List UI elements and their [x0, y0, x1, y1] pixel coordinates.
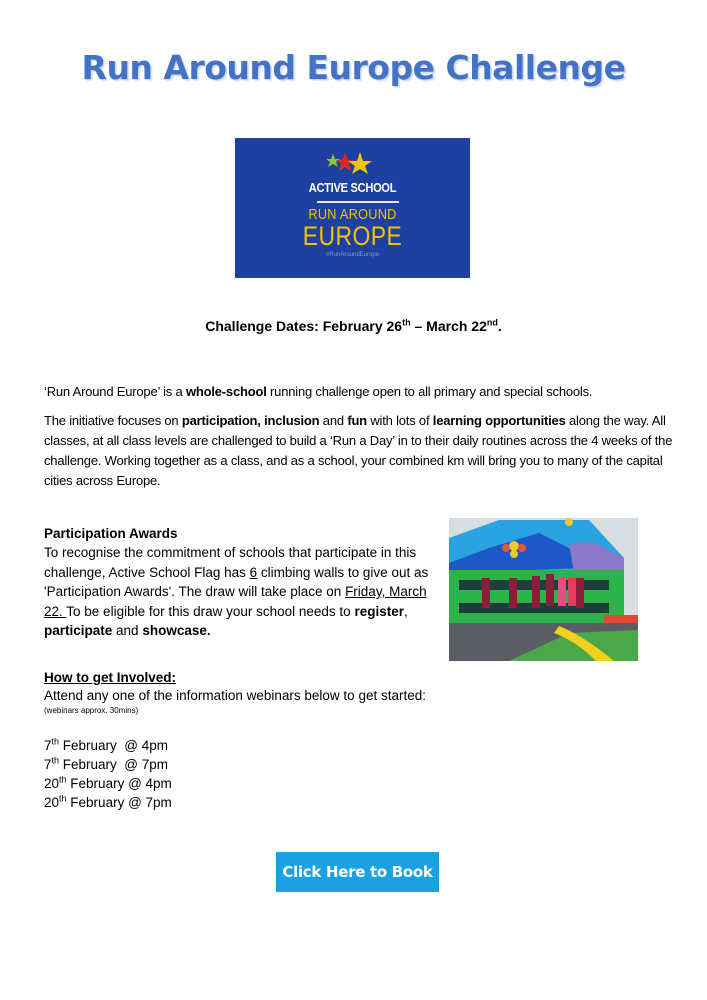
text-run: To recognise the commitment of schools that participate in this challenge, Active School Flag has — [44, 545, 417, 580]
webinar-duration-note: (webinars approx. 30mins) — [44, 706, 139, 715]
draw-date: Friday, March 22. — [44, 584, 427, 619]
dates-start: Challenge Dates: February 26 — [205, 318, 403, 334]
webinar-time: February @ 7pm — [66, 795, 172, 810]
text-bold: register — [354, 603, 404, 619]
webinar-day-suffix: th — [51, 755, 60, 766]
webinar-item — [44, 736, 172, 755]
text-run: and — [319, 413, 348, 428]
text-bold: whole-school — [185, 384, 267, 399]
webinar-day-suffix: th — [59, 774, 67, 785]
text-run: climbing walls to give out as 'Participation Awards'. The draw will take place on — [44, 564, 429, 600]
intro-paragraph-1 — [44, 382, 674, 402]
logo-divider — [317, 201, 399, 203]
webinar-day-suffix: th — [51, 736, 60, 747]
text-bold: showcase. — [142, 623, 211, 639]
page-title: Run Around Europe Challenge — [81, 48, 626, 87]
webinar-list — [44, 736, 172, 812]
webinar-day: 7 — [44, 757, 52, 772]
webinar-time: February @ 4pm — [66, 776, 172, 791]
how-to-get-involved-section — [44, 669, 444, 717]
webinar-item — [44, 755, 172, 774]
logo-hashtag: #RunAroundEurope — [325, 252, 380, 258]
book-button[interactable]: Click Here to Book — [276, 852, 439, 892]
webinar-day-suffix: th — [59, 793, 67, 804]
text-bold: learning opportunities — [432, 413, 566, 428]
star-figures-icon — [327, 152, 377, 174]
text-bold: participation, inclusion — [181, 413, 320, 428]
awards-heading: Participation Awards — [44, 526, 178, 541]
webinar-day: 7 — [44, 738, 52, 753]
text-run: , — [403, 603, 408, 619]
webinar-item — [44, 793, 172, 812]
dates-start-suffix: th — [402, 317, 411, 328]
text-run: To be eligible for this draw your school needs to — [66, 603, 355, 619]
challenge-dates — [0, 318, 707, 334]
webinar-day: 20 — [44, 795, 60, 810]
text-run: along the way. All classes, at all class levels are challenged to build a ‘Run a Day’ in to their daily routines across the 4 weeks of the challenge. Working together as a class, and as a school, your combined km will bring you to many of the capital cities across Europe. — [44, 413, 673, 488]
awards-count: 6 — [249, 564, 258, 580]
webinar-day: 20 — [44, 776, 60, 791]
climbing-wall-photo — [449, 518, 638, 661]
webinar-time: February @ 4pm — [59, 738, 169, 753]
text-run: and — [112, 623, 143, 639]
text-bold: fun — [347, 413, 367, 428]
awards-body — [44, 543, 434, 640]
dates-end-suffix: nd — [486, 317, 498, 328]
dates-period: . — [497, 318, 502, 334]
webinar-time: February @ 7pm — [59, 757, 169, 772]
text-run: The initiative focuses on — [44, 413, 182, 428]
text-run: running challenge open to all primary and special schools. — [266, 384, 593, 399]
logo-active-school: ACTIVE SCHOOL — [308, 180, 397, 195]
active-school-logo — [235, 138, 470, 278]
dates-end: – March 22 — [410, 318, 487, 334]
logo-europe: EUROPE — [302, 221, 403, 251]
participation-awards-section — [44, 524, 434, 640]
climbing-wall-image — [449, 518, 638, 661]
text-bold: participate — [44, 623, 113, 639]
logo-run-around: RUN AROUND — [308, 206, 397, 223]
webinar-item — [44, 774, 172, 793]
text-run: ‘Run Around Europe’ is a — [44, 384, 186, 399]
how-heading: How to get Involved: — [44, 670, 177, 685]
text-run: with lots of — [366, 413, 433, 428]
how-text: Attend any one of the information webinars below to get started: — [44, 688, 426, 703]
intro-paragraph-2 — [44, 411, 674, 491]
